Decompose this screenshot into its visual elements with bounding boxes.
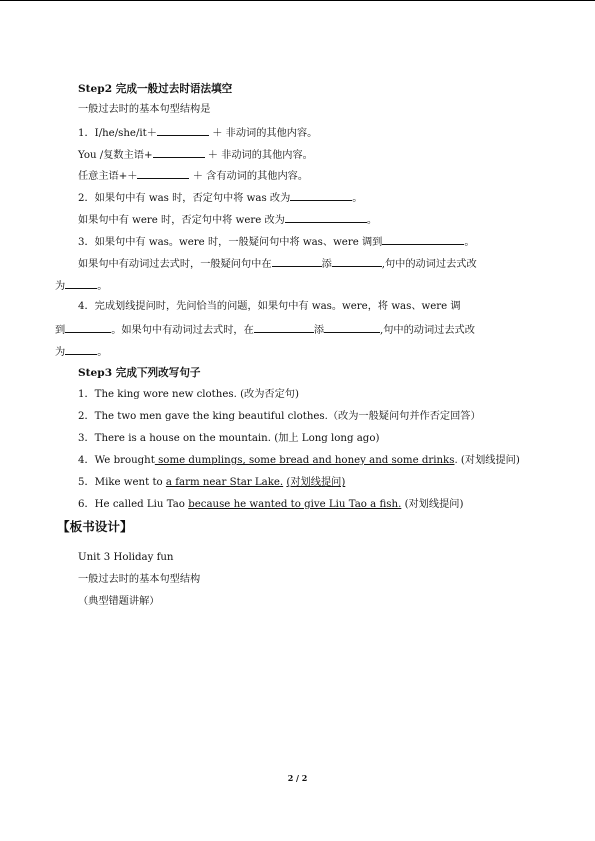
fill-blank[interactable] [290, 190, 352, 201]
step2-title: Step2 完成一般过去时语法填空 [78, 83, 233, 95]
fill-blank[interactable] [137, 168, 189, 179]
exercise-3: 3．There is a house on the mountain. (加上 Long long ago) [78, 433, 380, 444]
board-line-1: Unit 3 Holiday fun [78, 552, 174, 563]
fill-blank[interactable] [272, 256, 322, 267]
fill-blank[interactable] [324, 322, 380, 333]
rule-3-question: 3．如果句中有 was。were 时，一般疑问句中将 was、were 调到 。 [78, 234, 475, 250]
structure-line-3: 任意主语+＋ ＋ 含有动词的其他内容。 [78, 168, 308, 184]
underlined-target: because he wanted to give Liu Tao a fish. [188, 499, 402, 510]
exercise-6: 6．He called Liu Tao because he wanted to give Liu Tao a fish. (对划线提问) [78, 499, 464, 510]
exercise-2: 2．The two men gave the king beautiful clothes.（改为一般疑问句并作否定回答） [78, 411, 481, 422]
board-line-2: 一般过去时的基本句型结构 [78, 574, 201, 585]
fill-blank[interactable] [153, 147, 205, 158]
fill-blank[interactable] [254, 322, 314, 333]
underlined-target: some dumplings, some bread and honey and some drinks [154, 455, 455, 466]
rule-4-wh-cont-2: 为 。 [55, 344, 107, 360]
structure-line-2: You /复数主语+ ＋ 非动词的其他内容。 [78, 147, 313, 163]
fill-blank[interactable] [65, 322, 111, 333]
exercise-4: 4．We brought some dumplings, some bread and honey and some drinks. (对划线提问) [78, 455, 520, 466]
rule-2-were: 如果句中有 were 时，否定句中将 were 改为 。 [78, 212, 377, 228]
rule-3-verb: 如果句中有动词过去式时，一般疑问句中在 添 ,句中的动词过去式改 [78, 256, 477, 272]
underlined-note: (对划线提问) [286, 477, 346, 488]
structure-line-1: 1．I/he/she/it＋ ＋ 非动词的其他内容。 [78, 125, 317, 141]
fill-blank[interactable] [332, 256, 382, 267]
step3-title: Step3 完成下列改写句子 [78, 367, 201, 379]
board-line-3: （典型错题讲解） [78, 596, 160, 607]
fill-blank[interactable] [285, 212, 367, 223]
fill-blank[interactable] [65, 278, 97, 289]
fill-blank[interactable] [382, 234, 464, 245]
step2-intro: 一般过去时的基本句型结构是 [78, 104, 211, 115]
exercise-5: 5．Mike went to a farm near Star Lake. (对划线提问) [78, 477, 346, 488]
page-number: 2 / 2 [287, 773, 308, 783]
board-design-title: 【板书设计】 [57, 519, 133, 534]
fill-blank[interactable] [65, 344, 97, 355]
underlined-target: a farm near Star Lake. [165, 477, 284, 488]
fill-blank[interactable] [157, 125, 209, 136]
exercise-1: 1．The king wore new clothes. (改为否定句) [78, 389, 299, 400]
rule-3-verb-cont: 为 。 [55, 278, 107, 294]
rule-4-wh-cont: 到 。如果句中有动词过去式时，在 添 ,句中的动词过去式改 [55, 322, 475, 338]
rule-4-wh: 4．完成划线提问时，先问恰当的问题，如果句中有 was。were，将 was、were 调 [78, 301, 461, 312]
rule-2-was: 2．如果句中有 was 时，否定句中将 was 改为 。 [78, 190, 362, 206]
